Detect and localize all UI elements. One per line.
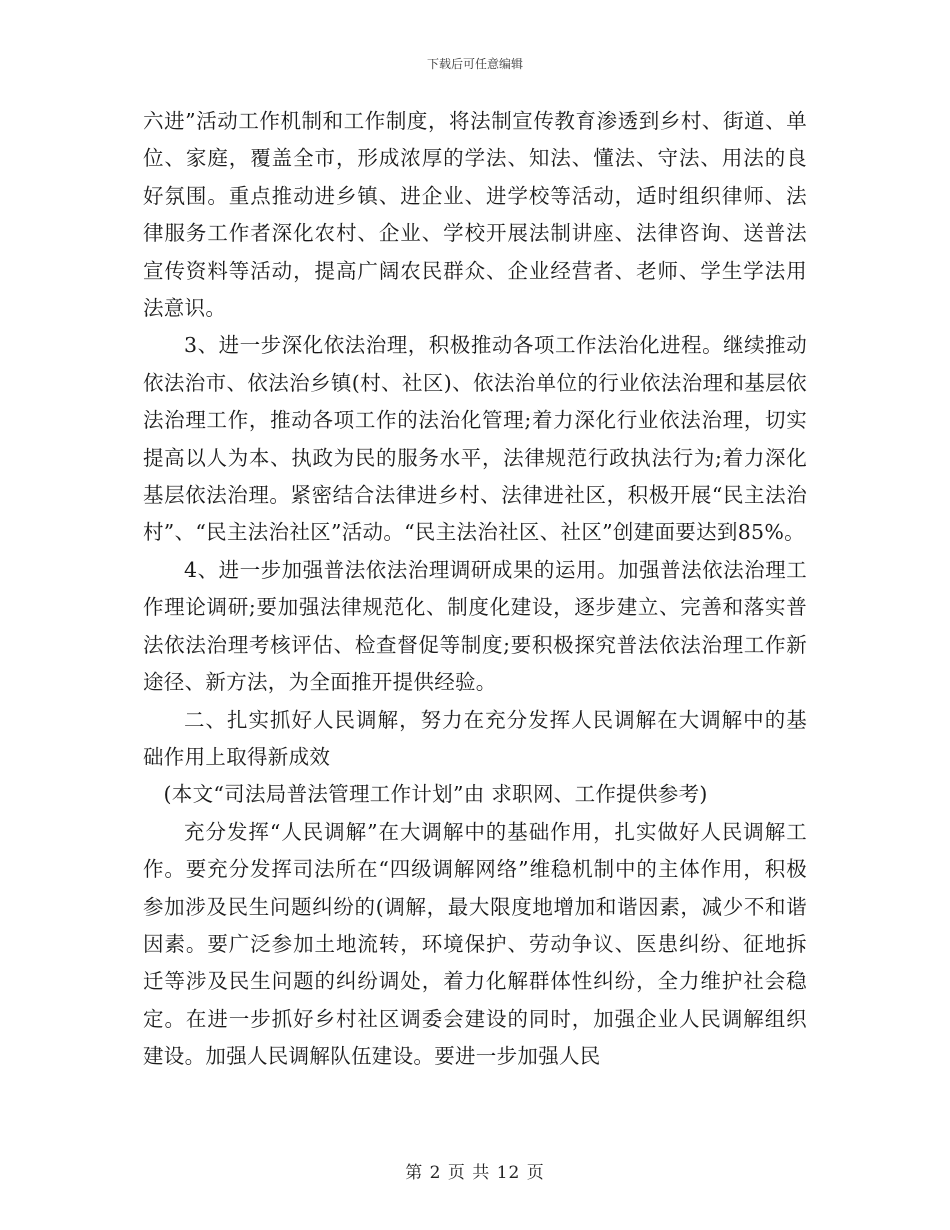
page-header-note: 下载后可任意编辑: [426, 57, 523, 71]
page-number-footer: 第 2 页 共 12 页: [405, 1163, 545, 1183]
paragraph-item-3: 3、进一步深化依法治理，积极推动各项工作法治化进程。继续推动依法治市、依法治乡镇(村、社区)、依法治单位的行业依法治理和基层依法治理工作，推动各项工作的法治化管理;着力深化行业依法治理，切实提高以人为本、执政为民的服务水平，法律规范行政执法行为;着力深化基层依法治理。紧密结合法律进乡村、法律进社区，积极开展“民主法治村”、“民主法治社区”活动。“民主法治社区、社区”创建面要达到85%。: [143, 333, 807, 545]
paragraph-item-4: 4、进一步加强普法依法治理调研成果的运用。加强普法依法治理工作理论调研;要加强法律规范化、制度化建设，逐步建立、完善和落实普法依法治理考核评估、检查督促等制度;要积极探究普法依法治理工作新途径、新方法，为全面推开提供经验。: [143, 557, 807, 695]
paragraph-continuation: 六进”活动工作机制和工作制度，将法制宣传教育渗透到乡村、街道、单位、家庭，覆盖全市，形成浓厚的学法、知法、懂法、守法、用法的良好氛围。重点推动进乡镇、进企业、进学校等活动，适时组织律师、法律服务工作者深化农村、企业、学校开展法制讲座、法律咨询、送普法宣传资料等活动，提高广阔农民群众、企业经营者、老师、学生学法用法意识。: [143, 109, 807, 321]
section-heading-2: 二、扎实抓好人民调解，努力在充分发挥人民调解在大调解中的基础作用上取得新成效: [143, 707, 807, 769]
paragraph-mediation: 充分发挥“人民调解”在大调解中的基础作用，扎实做好人民调解工作。要充分发挥司法所在“四级调解网络”维稳机制中的主体作用，积极参加涉及民生问题纠纷的(调解，最大限度地增加和谐因素，减少不和谐因素。要广泛参加土地流转，环境保护、劳动争议、医患纠纷、征地拆迁等涉及民生问题的纠纷调处，着力化解群体性纠纷，全力维护社会稳定。在进一步抓好乡村社区调委会建设的同时，加强企业人民调解组织建设。加强人民调解队伍建设。要进一步加强人民: [143, 819, 807, 1069]
document-body: [143, 103, 807, 1076]
source-note: (本文“司法局普法管理工作计划”由 求职网、工作提供参考): [163, 782, 708, 807]
